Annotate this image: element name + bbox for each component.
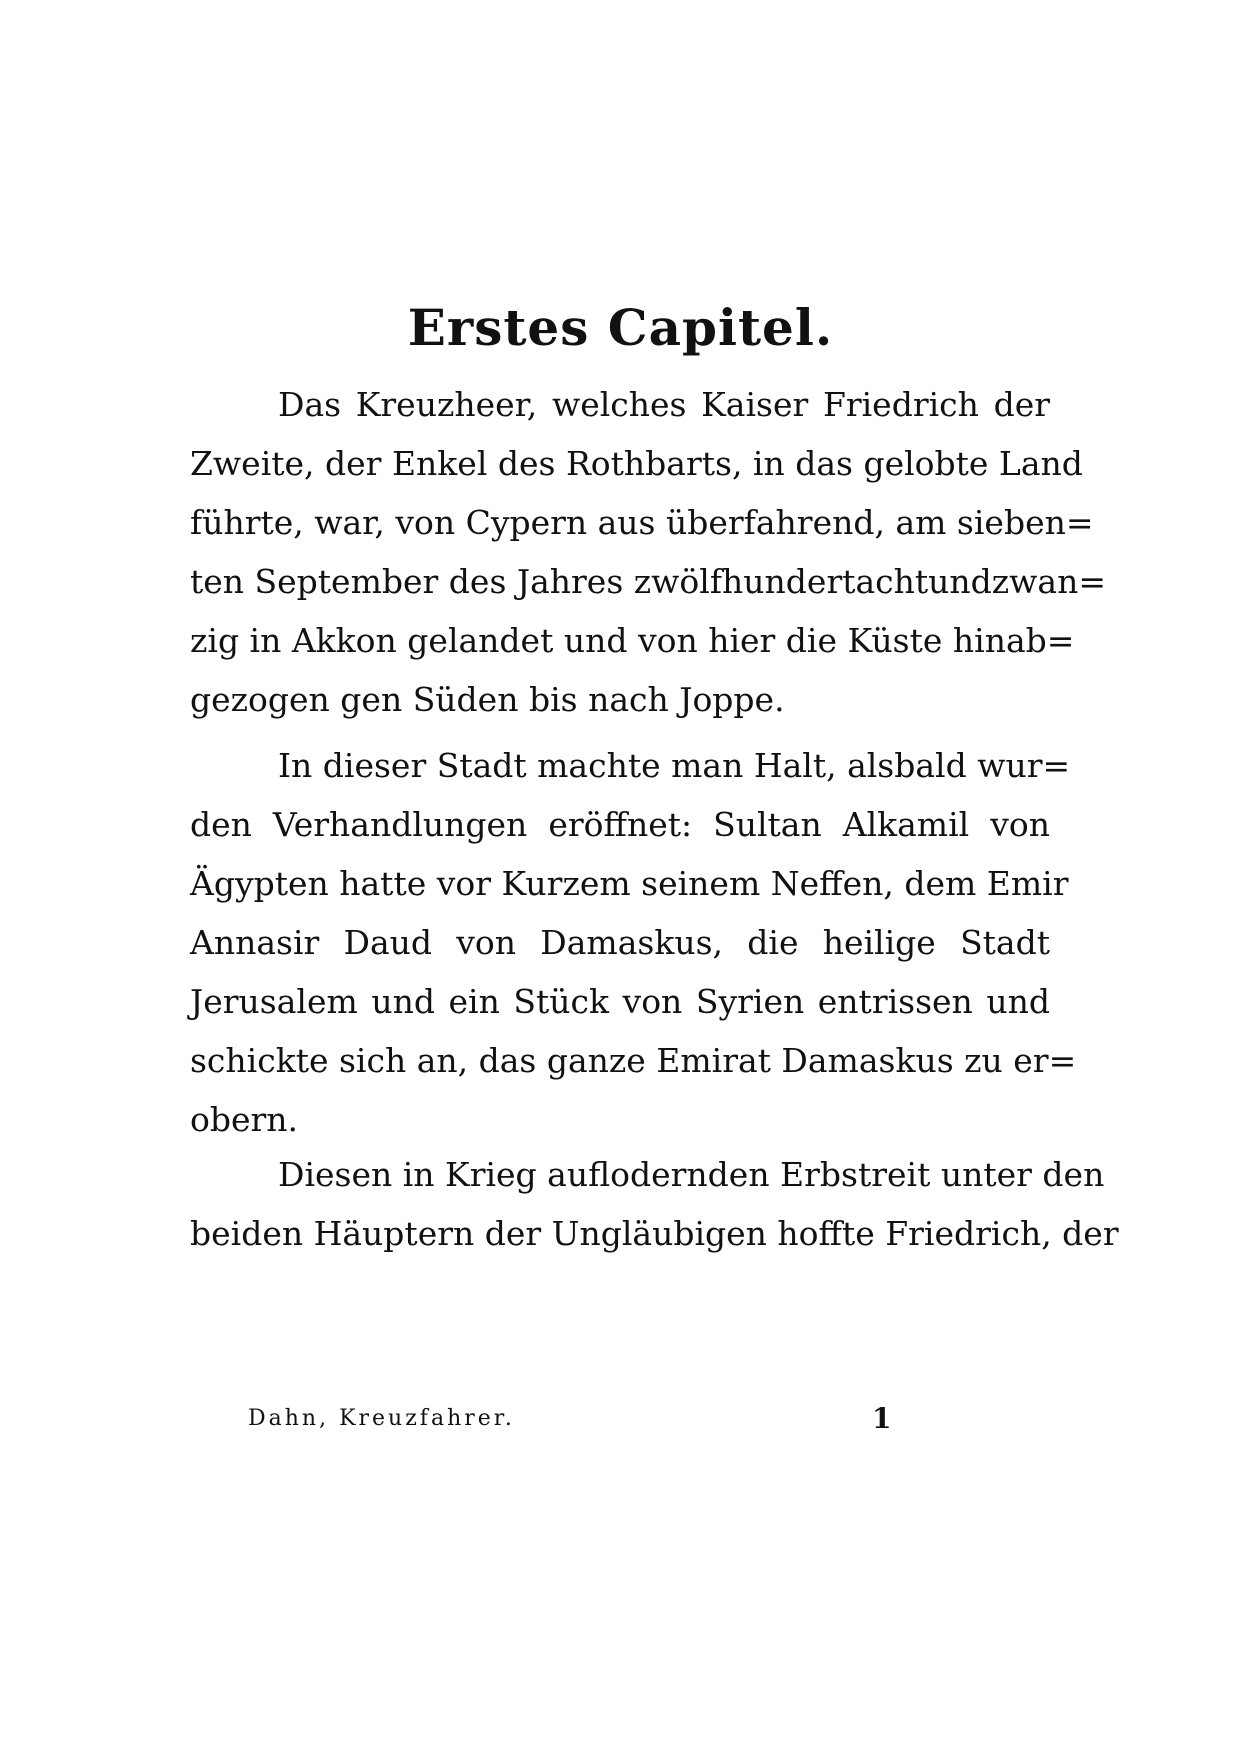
chapter-title: Erstes Capitel. <box>407 298 834 357</box>
text-line: führte, war, von Cypern aus überfahrend, am sieben= <box>190 503 1094 542</box>
page-footer <box>0 1402 1241 1446</box>
signature-mark: Dahn, Kreuzfahrer. <box>248 1406 515 1431</box>
text-line: Annasir Daud von Damaskus, die heilige Stadt <box>190 923 1050 962</box>
text-line: beiden Häuptern der Ungläubigen hoffte Friedrich, der <box>190 1214 1119 1253</box>
text-line: Diesen in Krieg auflodernden Erbstreit unter den <box>278 1155 1105 1194</box>
text-line: In dieser Stadt machte man Halt, alsbald wur= <box>278 746 1071 785</box>
text-line: ten September des Jahres zwölfhundertachtundzwan= <box>190 562 1106 601</box>
text-line: Jerusalem und ein Stück von Syrien entrissen und <box>190 982 1050 1021</box>
text-line: zig in Akkon gelandet und von hier die Küste hinab= <box>190 621 1075 660</box>
text-line: den Verhandlungen eröffnet: Sultan Alkamil von <box>190 805 1050 844</box>
text-line: gezogen gen Süden bis nach Joppe. <box>190 680 785 719</box>
text-line: Das Kreuzheer, welches Kaiser Friedrich der <box>278 385 1050 424</box>
text-line: obern. <box>190 1100 299 1139</box>
text-line: Zweite, der Enkel des Rothbarts, in das gelobte Land <box>190 444 1083 483</box>
text-line: schickte sich an, das ganze Emirat Damaskus zu er= <box>190 1041 1077 1080</box>
text-line: Ägypten hatte vor Kurzem seinem Neffen, dem Emir <box>190 864 1069 903</box>
page-number: 1 <box>872 1402 892 1435</box>
